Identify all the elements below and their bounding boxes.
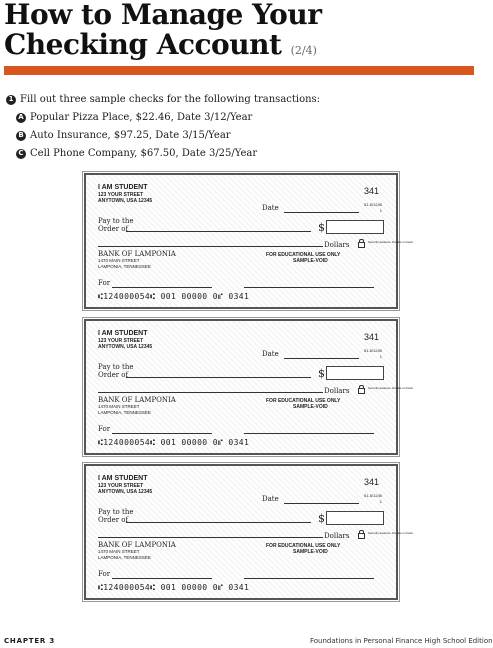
instruction-item [6,147,320,160]
memo-field[interactable] [112,578,212,579]
payee-field[interactable] [126,377,311,378]
page-title [4,0,321,66]
instruction-item-text: Cell Phone Company, $67.50, Date 3/25/Year [30,148,258,159]
date-label: Date [262,350,279,358]
dollar-sign: $ [318,221,325,234]
instruction-text: Fill out three sample checks for the following transactions: [20,94,321,105]
payee-field[interactable] [126,522,311,523]
date-label: Date [262,204,279,212]
sample-void: SAMPLE-VOID [293,549,328,555]
sample-check-3 [84,464,414,600]
sample-check-2 [84,319,414,455]
amount-in-words-field[interactable] [98,246,323,247]
bank-street: 1470 MAIN STREET [98,258,140,263]
security-note: Security features. Details on back. [368,531,414,535]
amount-box[interactable] [326,366,384,380]
date-label: Date [262,495,279,503]
bank-name: BANK OF LAMPONIA [98,541,176,549]
sample-void: SAMPLE-VOID [293,258,328,264]
bank-city: LAMPONIA, TENNESSEE [98,264,151,269]
memo-field[interactable] [112,433,212,434]
dollars-label: Dollars [324,241,350,249]
book-title: Foundations in Personal Finance High School Edition [310,637,493,645]
payer-city: ANYTOWN, USA 12345 [98,198,153,204]
dollars-label: Dollars [324,387,350,395]
micr-line: ⑆124000054⑆ 001 00000 0⑈ 0341 [98,438,250,447]
micr-line: ⑆124000054⑆ 001 00000 0⑈ 0341 [98,583,250,592]
bank-name: BANK OF LAMPONIA [98,396,176,404]
payer-city: ANYTOWN, USA 12345 [98,344,153,350]
sample-check-1 [84,173,414,309]
instruction-item [6,111,320,124]
lock-icon [358,533,365,539]
pay-to-label: Pay to the Order of [98,363,134,379]
security-note: Security features. Details on back. [368,386,414,390]
check-number: 341 [364,477,380,487]
bank-city: LAMPONIA, TENNESSEE [98,410,151,415]
bank-street: 1470 MAIN STREET [98,549,140,554]
payer-street: 123 YOUR STREET [98,192,144,198]
date-field[interactable] [284,358,359,359]
for-label: For [98,279,111,287]
chapter-label: CHAPTER 3 [4,637,55,645]
amount-in-words-field[interactable] [98,392,323,393]
payer-city: ANYTOWN, USA 12345 [98,489,153,495]
item-letter-badge: B [16,131,26,141]
signature-field[interactable] [244,433,374,434]
signature-field[interactable] [244,287,374,288]
dollar-sign: $ [318,512,325,525]
payer-street: 123 YOUR STREET [98,483,144,489]
step-number-badge: 1 [6,95,16,105]
for-label: For [98,570,111,578]
educational-note: FOR EDUCATIONAL USE ONLY [266,543,341,549]
header-divider [4,66,474,75]
instruction-item-text: Popular Pizza Place, $22.46, Date 3/12/Year [30,112,253,123]
pay-to-label: Pay to the Order of [98,508,134,524]
memo-field[interactable] [112,287,212,288]
lock-icon [358,242,365,248]
date-field[interactable] [284,212,359,213]
item-letter-badge: C [16,149,26,159]
instructions [6,93,320,165]
title-line-1: How to Manage Your [4,0,322,31]
payer-name: I AM STUDENT [98,184,148,191]
payee-field[interactable] [126,231,311,232]
routing-fraction: 51-5/1240 1 [364,202,383,213]
micr-line: ⑆124000054⑆ 001 00000 0⑈ 0341 [98,292,250,301]
pay-to-label: Pay to the Order of [98,217,134,233]
bank-city: LAMPONIA, TENNESSEE [98,555,151,560]
check-number: 341 [364,186,380,196]
check-number: 341 [364,332,380,342]
payer-street: 123 YOUR STREET [98,338,144,344]
lock-icon [358,388,365,394]
bank-street: 1470 MAIN STREET [98,404,140,409]
dollar-sign: $ [318,367,325,380]
item-letter-badge: A [16,113,26,123]
instruction-item-text: Auto Insurance, $97.25, Date 3/15/Year [30,130,231,141]
page-indicator: (2/4) [290,44,317,57]
signature-field[interactable] [244,578,374,579]
routing-fraction: 51-5/1240 1 [364,348,383,359]
instruction-item [6,129,320,142]
amount-in-words-field[interactable] [98,537,323,538]
payer-name: I AM STUDENT [98,330,148,337]
payer-name: I AM STUDENT [98,475,148,482]
date-field[interactable] [284,503,359,504]
instruction-main [6,93,320,106]
routing-fraction: 51-5/1240 1 [364,493,383,504]
dollars-label: Dollars [324,532,350,540]
amount-box[interactable] [326,511,384,525]
educational-note: FOR EDUCATIONAL USE ONLY [266,252,341,258]
sample-void: SAMPLE-VOID [293,404,328,410]
for-label: For [98,425,111,433]
title-line-2: Checking Account [4,28,282,61]
educational-note: FOR EDUCATIONAL USE ONLY [266,398,341,404]
bank-name: BANK OF LAMPONIA [98,250,176,258]
amount-box[interactable] [326,220,384,234]
security-note: Security features. Details on back. [368,240,414,244]
